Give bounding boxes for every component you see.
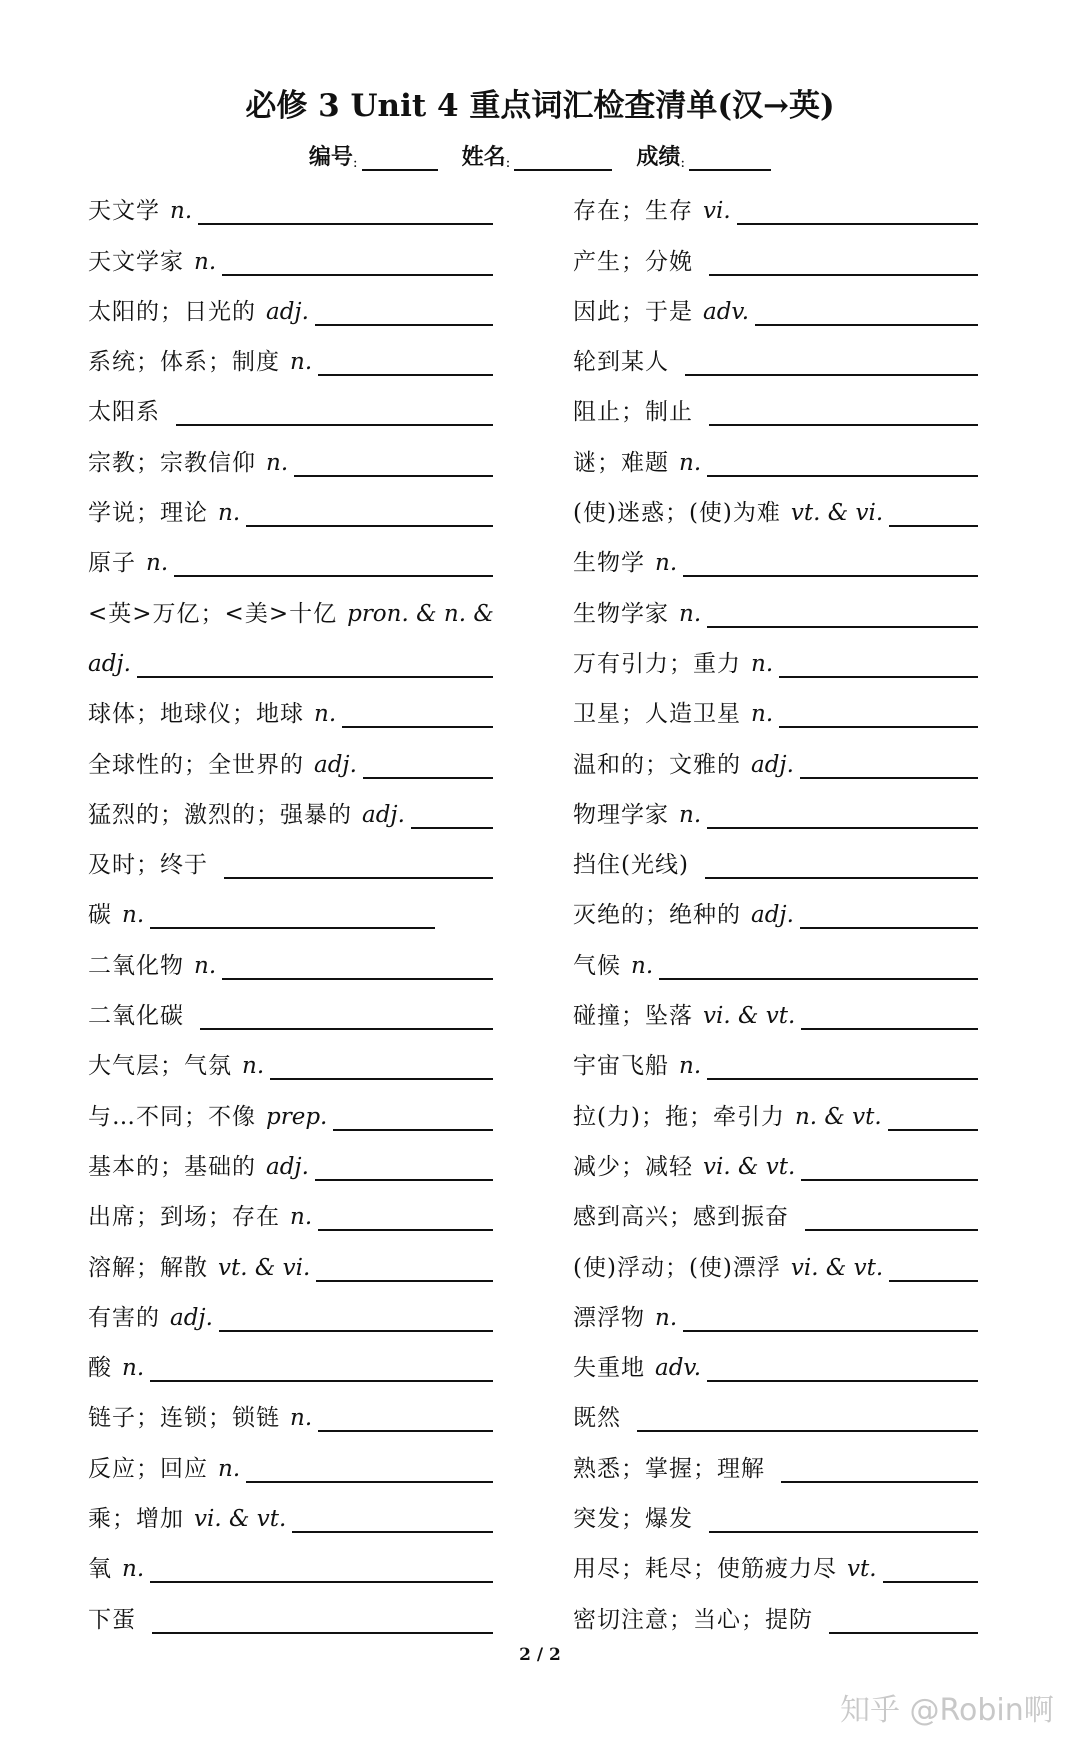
vocab-chinese: 猛烈的；激烈的；强暴的 xyxy=(88,801,352,828)
vocab-part-of-speech: adj. xyxy=(88,650,131,677)
answer-blank[interactable] xyxy=(342,702,493,728)
vocab-item xyxy=(88,426,493,476)
vocab-item xyxy=(573,829,978,879)
vocab-item xyxy=(573,225,978,275)
vocab-item xyxy=(88,527,493,577)
vocab-chinese: 宇宙飞船 xyxy=(573,1053,669,1080)
answer-blank[interactable] xyxy=(779,702,978,728)
answer-blank[interactable] xyxy=(889,1256,978,1282)
answer-blank[interactable] xyxy=(150,1356,493,1382)
vocab-chinese: 卫星；人造卫星 xyxy=(573,701,741,728)
vocab-chinese: 失重地 xyxy=(573,1355,645,1382)
watermark: 知乎 @Robin啊 xyxy=(840,1693,1054,1728)
answer-blank[interactable] xyxy=(198,199,493,225)
vocab-item xyxy=(88,829,493,879)
vocab-chinese: 大气层；气氛 xyxy=(88,1053,232,1080)
vocab-part-of-speech: adj. xyxy=(314,751,357,778)
vocab-part-of-speech: n. xyxy=(655,550,678,577)
answer-blank[interactable] xyxy=(318,350,493,376)
vocab-part-of-speech: n. & vt. xyxy=(794,1103,882,1130)
score-field[interactable] xyxy=(636,140,771,171)
vocab-part-of-speech: n. xyxy=(122,1355,145,1382)
vocab-chinese: (使)迷惑；(使)为难 xyxy=(573,500,781,527)
vocab-part-of-speech: vi. xyxy=(703,198,731,225)
vocab-chinese: 温和的；文雅的 xyxy=(573,751,741,778)
answer-blank[interactable] xyxy=(363,753,493,779)
vocab-item xyxy=(88,1432,493,1482)
vocab-item xyxy=(88,929,493,979)
answer-blank[interactable] xyxy=(246,1457,493,1483)
answer-blank[interactable] xyxy=(318,1205,493,1231)
vocab-chinese: 碳 xyxy=(88,902,112,929)
vocab-chinese: 因此；于是 xyxy=(573,298,693,325)
answer-blank[interactable] xyxy=(781,1457,978,1483)
vocab-part-of-speech: n. xyxy=(631,952,654,979)
vocab-part-of-speech: n. xyxy=(679,600,702,627)
page-title: 必修 3 Unit 4 重点词汇检查清单(汉→英) xyxy=(245,88,835,124)
vocab-item xyxy=(88,1231,493,1281)
vocab-item xyxy=(573,426,978,476)
vocab-part-of-speech: n. xyxy=(751,650,774,677)
vocab-item xyxy=(88,1080,493,1130)
answer-blank[interactable] xyxy=(270,1054,493,1080)
number-separator: : xyxy=(352,155,358,171)
vocab-part-of-speech: n. xyxy=(679,449,702,476)
vocab-chinese: 基本的；基础的 xyxy=(88,1153,256,1180)
vocab-chinese: (使)浮动；(使)漂浮 xyxy=(573,1254,781,1281)
vocab-chinese: 太阳系 xyxy=(88,399,160,426)
vocab-chinese: <英>万亿；<美>十亿 xyxy=(88,600,338,627)
vocab-item xyxy=(573,175,978,225)
vocab-part-of-speech: n. xyxy=(314,701,337,728)
vocab-item xyxy=(573,980,978,1030)
vocab-chinese: 酸 xyxy=(88,1355,112,1382)
answer-blank[interactable] xyxy=(333,1105,493,1131)
vocab-chinese: 物理学家 xyxy=(573,801,669,828)
vocab-chinese: 用尽；耗尽；使筋疲力尽 xyxy=(573,1556,837,1583)
vocab-chinese: 熟悉；掌握；理解 xyxy=(573,1455,765,1482)
vocab-chinese: 学说；理论 xyxy=(88,500,208,527)
vocab-item xyxy=(88,175,493,225)
answer-blank[interactable] xyxy=(315,300,493,326)
vocab-chinese: 谜；难题 xyxy=(573,449,669,476)
vocab-part-of-speech: n. xyxy=(290,1204,313,1231)
vocab-part-of-speech: n. xyxy=(290,1405,313,1432)
vocab-item xyxy=(573,779,978,829)
vocab-chinese: 及时；终于 xyxy=(88,852,208,879)
answer-blank[interactable] xyxy=(219,1306,493,1332)
right-vocab-column xyxy=(573,175,978,1634)
vocab-item xyxy=(573,1080,978,1130)
answer-blank[interactable] xyxy=(755,300,978,326)
vocab-part-of-speech: n. xyxy=(751,701,774,728)
score-label: 成绩 xyxy=(636,144,681,170)
vocab-part-of-speech: n. xyxy=(122,1556,145,1583)
vocab-chinese: 减少；减轻 xyxy=(573,1153,693,1180)
answer-blank[interactable] xyxy=(805,1205,978,1231)
vocab-chinese: 产生；分娩 xyxy=(573,248,693,275)
vocab-chinese: 万有引力；重力 xyxy=(573,650,741,677)
answer-blank[interactable] xyxy=(246,501,493,527)
vocab-item xyxy=(88,1181,493,1231)
vocab-chinese: 挡住(光线) xyxy=(573,852,689,879)
vocab-item xyxy=(573,1332,978,1382)
vocab-item xyxy=(573,1533,978,1583)
vocab-item xyxy=(573,929,978,979)
answer-blank[interactable] xyxy=(707,602,978,628)
answer-blank[interactable] xyxy=(150,903,435,929)
vocab-item xyxy=(573,326,978,376)
vocab-item xyxy=(573,678,978,728)
answer-blank[interactable] xyxy=(174,551,493,577)
answer-blank[interactable] xyxy=(800,903,978,929)
vocab-item xyxy=(573,1483,978,1533)
answer-blank[interactable] xyxy=(800,753,978,779)
answer-blank[interactable] xyxy=(888,1105,978,1131)
vocab-part-of-speech: adv. xyxy=(655,1355,702,1382)
name-blank[interactable] xyxy=(514,147,612,171)
vocab-item xyxy=(88,1131,493,1181)
vocab-chinese: 天文学 xyxy=(88,198,160,225)
vocab-item xyxy=(573,376,978,426)
vocab-chinese: 气候 xyxy=(573,952,621,979)
vocab-item xyxy=(573,628,978,678)
vocab-part-of-speech: vt. & vi. xyxy=(790,500,884,527)
vocab-item xyxy=(88,276,493,326)
vocab-item xyxy=(88,1332,493,1382)
answer-blank[interactable] xyxy=(709,1507,978,1533)
vocab-part-of-speech: n. xyxy=(194,952,217,979)
vocab-item xyxy=(88,225,493,275)
answer-blank[interactable] xyxy=(200,1004,493,1030)
vocab-item xyxy=(573,1030,978,1080)
answer-blank[interactable] xyxy=(709,250,978,276)
vocab-item xyxy=(573,1181,978,1231)
vocab-chinese: 突发；爆发 xyxy=(573,1506,693,1533)
vocab-part-of-speech: n. xyxy=(194,248,217,275)
vocab-chinese: 氧 xyxy=(88,1556,112,1583)
vocab-chinese: 生物学家 xyxy=(573,600,669,627)
vocab-part-of-speech: n. xyxy=(122,902,145,929)
vocab-part-of-speech: adj. xyxy=(266,298,309,325)
vocab-chinese: 阻止；制止 xyxy=(573,399,693,426)
vocab-item xyxy=(88,728,493,778)
answer-blank[interactable] xyxy=(801,1004,978,1030)
vocab-item xyxy=(88,1282,493,1332)
vocab-item xyxy=(573,1282,978,1332)
vocab-item xyxy=(573,276,978,326)
vocab-chinese: 漂浮物 xyxy=(573,1304,645,1331)
vocab-chinese: 天文学家 xyxy=(88,248,184,275)
vocab-chinese: 出席；到场；存在 xyxy=(88,1204,280,1231)
answer-blank[interactable] xyxy=(224,853,493,879)
vocab-part-of-speech: n. xyxy=(655,1304,678,1331)
answer-blank[interactable] xyxy=(411,803,493,829)
vocab-part-of-speech: adj. xyxy=(751,751,794,778)
number-blank[interactable] xyxy=(362,147,438,171)
answer-blank[interactable] xyxy=(318,1406,493,1432)
vocab-item xyxy=(573,577,978,627)
score-separator: : xyxy=(680,155,686,171)
answer-blank[interactable] xyxy=(707,1356,978,1382)
answer-blank[interactable] xyxy=(683,551,978,577)
vocab-part-of-speech: n. xyxy=(266,449,289,476)
vocab-chinese: 碰撞；坠落 xyxy=(573,1003,693,1030)
vocab-part-of-speech: n. xyxy=(679,801,702,828)
vocab-chinese: 溶解；解散 xyxy=(88,1254,208,1281)
vocab-item xyxy=(573,1382,978,1432)
answer-blank[interactable] xyxy=(779,652,978,678)
answer-blank[interactable] xyxy=(683,1306,978,1332)
vocab-part-of-speech: vi. & vt. xyxy=(703,1003,796,1030)
answer-blank[interactable] xyxy=(659,954,978,980)
answer-blank[interactable] xyxy=(883,1557,978,1583)
vocab-chinese: 链子；连锁；锁链 xyxy=(88,1405,280,1432)
vocab-chinese: 太阳的；日光的 xyxy=(88,298,256,325)
vocab-item xyxy=(88,779,493,829)
answer-blank[interactable] xyxy=(685,350,978,376)
vocab-chinese: 存在；生存 xyxy=(573,198,693,225)
vocab-part-of-speech: prep. xyxy=(266,1103,328,1130)
vocab-chinese: 原子 xyxy=(88,550,136,577)
answer-blank[interactable] xyxy=(637,1406,978,1432)
answer-blank[interactable] xyxy=(705,853,978,879)
vocab-chinese: 二氧化碳 xyxy=(88,1003,184,1030)
vocab-part-of-speech: vi. & vt. xyxy=(194,1506,287,1533)
vocab-chinese: 下蛋 xyxy=(88,1606,136,1633)
answer-blank[interactable] xyxy=(150,1557,493,1583)
vocab-chinese: 轮到某人 xyxy=(573,349,669,376)
vocab-chinese: 乘；增加 xyxy=(88,1506,184,1533)
name-field[interactable] xyxy=(462,140,613,171)
answer-blank[interactable] xyxy=(222,954,493,980)
answer-blank[interactable] xyxy=(222,250,493,276)
student-info-row xyxy=(0,140,1080,171)
vocab-item xyxy=(573,527,978,577)
vocab-chinese: 反应；回应 xyxy=(88,1455,208,1482)
answer-blank[interactable] xyxy=(707,1054,978,1080)
vocab-chinese: 宗教；宗教信仰 xyxy=(88,449,256,476)
page-number: 2 / 2 xyxy=(519,1645,561,1665)
vocab-chinese: 拉(力)；拖；牵引力 xyxy=(573,1103,785,1130)
name-label: 姓名 xyxy=(461,144,506,170)
vocab-part-of-speech: n. xyxy=(242,1053,265,1080)
vocab-part-of-speech: vi. & vt. xyxy=(703,1153,796,1180)
vocab-item xyxy=(88,879,493,929)
vocab-part-of-speech: n. xyxy=(218,1455,241,1482)
vocab-chinese: 密切注意；当心；提防 xyxy=(573,1606,813,1633)
answer-blank[interactable] xyxy=(737,199,978,225)
vocab-item xyxy=(88,678,493,728)
vocab-item xyxy=(573,477,978,527)
answer-blank[interactable] xyxy=(707,803,978,829)
vocab-chinese: 系统；体系；制度 xyxy=(88,349,280,376)
vocab-item xyxy=(573,1432,978,1482)
vocab-chinese: 既然 xyxy=(573,1405,621,1432)
vocab-part-of-speech: adj. xyxy=(751,902,794,929)
name-separator: : xyxy=(505,155,511,171)
vocab-part-of-speech: vt. & vi. xyxy=(218,1254,311,1281)
left-vocab-column xyxy=(88,175,493,1634)
vocab-item xyxy=(88,1533,493,1583)
vocab-chinese: 感到高兴；感到振奋 xyxy=(573,1204,789,1231)
vocab-item xyxy=(88,1583,493,1633)
vocab-part-of-speech: vi. & vt. xyxy=(790,1254,884,1281)
vocab-item xyxy=(573,728,978,778)
vocab-part-of-speech: n. xyxy=(146,550,169,577)
vocab-part-of-speech: adj. xyxy=(266,1153,309,1180)
vocab-part-of-speech: adv. xyxy=(703,298,750,325)
answer-blank[interactable] xyxy=(292,1507,493,1533)
answer-blank[interactable] xyxy=(707,451,978,477)
answer-blank[interactable] xyxy=(176,400,493,426)
vocab-chinese: 有害的 xyxy=(88,1304,160,1331)
vocab-part-of-speech: n. xyxy=(170,198,193,225)
vocab-item xyxy=(88,628,493,678)
answer-blank[interactable] xyxy=(315,1155,493,1181)
vocab-part-of-speech: adj. xyxy=(362,801,405,828)
answer-blank[interactable] xyxy=(829,1608,978,1634)
vocab-part-of-speech: n. xyxy=(290,349,313,376)
vocab-chinese: 与…不同；不像 xyxy=(88,1103,256,1130)
vocab-item xyxy=(88,326,493,376)
vocab-part-of-speech: n. xyxy=(679,1053,702,1080)
answer-blank[interactable] xyxy=(152,1608,493,1634)
answer-blank[interactable] xyxy=(316,1256,493,1282)
answer-blank[interactable] xyxy=(137,652,493,678)
vocab-chinese: 灭绝的；绝种的 xyxy=(573,902,741,929)
vocab-part-of-speech: n. xyxy=(218,500,241,527)
vocab-item xyxy=(88,1382,493,1432)
answer-blank[interactable] xyxy=(294,451,493,477)
vocab-part-of-speech: adj. xyxy=(170,1304,213,1331)
vocab-item xyxy=(573,1131,978,1181)
answer-blank[interactable] xyxy=(709,400,978,426)
vocab-chinese: 生物学 xyxy=(573,550,645,577)
vocab-part-of-speech: pron. & n. & xyxy=(347,600,494,627)
vocab-item xyxy=(573,1231,978,1281)
vocab-item xyxy=(88,376,493,426)
vocab-item xyxy=(88,980,493,1030)
vocab-item xyxy=(573,1583,978,1633)
vocab-item xyxy=(88,1483,493,1533)
vocab-item xyxy=(88,477,493,527)
vocab-item xyxy=(88,1030,493,1080)
answer-blank[interactable] xyxy=(801,1155,978,1181)
vocab-part-of-speech: vt. xyxy=(847,1556,877,1583)
score-blank[interactable] xyxy=(689,147,771,171)
vocab-item xyxy=(88,577,493,627)
answer-blank[interactable] xyxy=(889,501,978,527)
number-label: 编号 xyxy=(308,144,353,170)
vocab-item xyxy=(573,879,978,929)
vocab-chinese: 球体；地球仪；地球 xyxy=(88,701,304,728)
number-field[interactable] xyxy=(309,140,438,171)
vocab-chinese: 全球性的；全世界的 xyxy=(88,751,304,778)
vocab-chinese: 二氧化物 xyxy=(88,952,184,979)
